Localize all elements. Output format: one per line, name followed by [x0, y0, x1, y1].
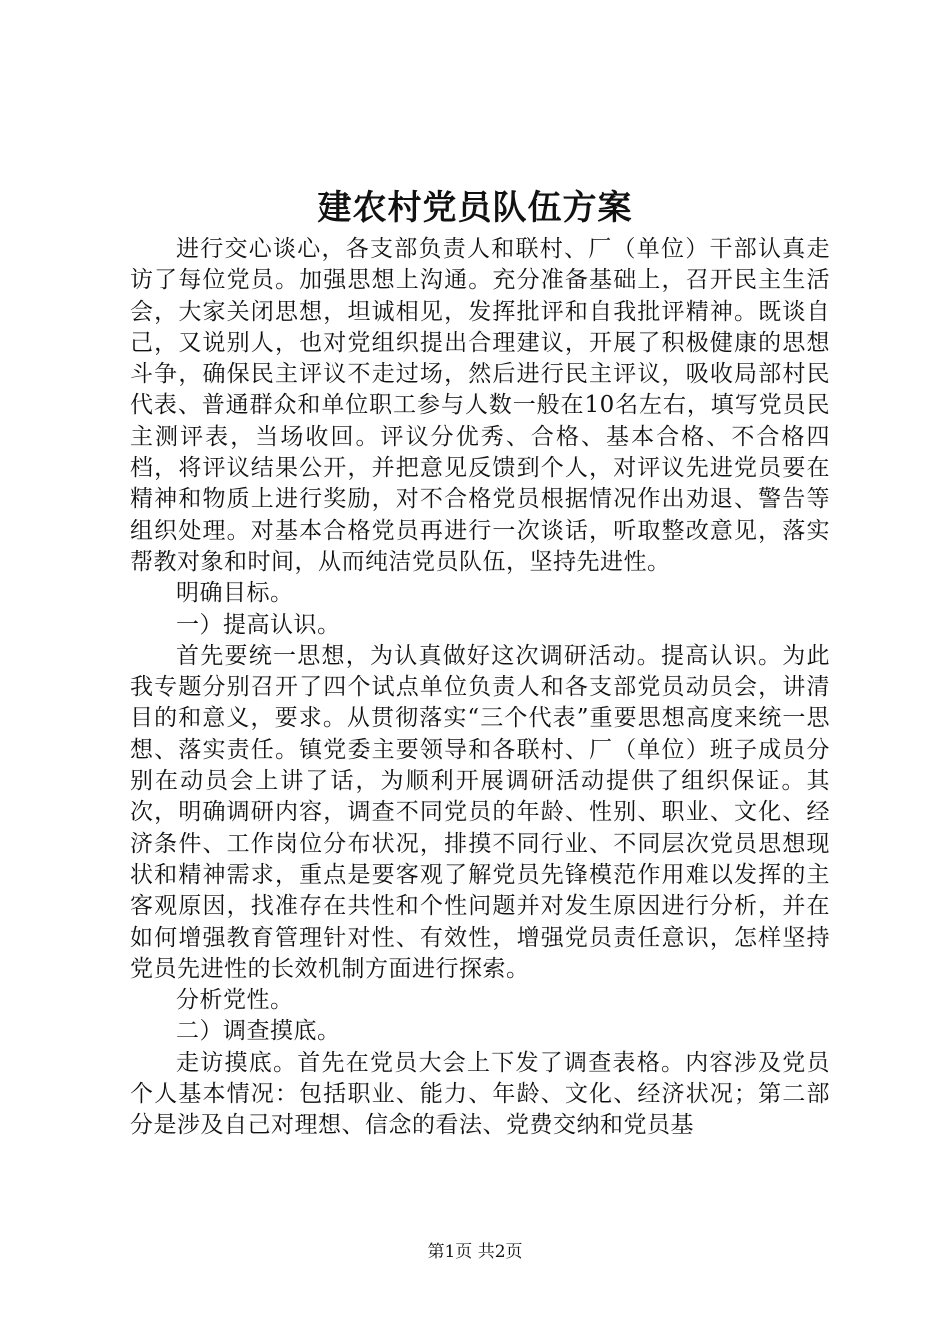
page-footer: 第1页 共2页: [427, 1242, 523, 1262]
paragraph: 二）调查摸底。: [176, 1018, 341, 1045]
paragraph: 首先要统一思想，为认真做好这次调研活动。提高认识。为此我专题分别召开了四个试点单位负责人和各支部党员动员会，讲清目的和意义，要求。从贯彻落实“三个代表”重要思想高度来统一思想、落实责任。镇党委主要领导和各联村、厂（单位）班子成员分别在动员会上讲了话，为顺利开展调研活动提供了组织保证。其次，明确调研内容，调查不同党员的年龄、性别、职业、文化、经济条件、工作岗位分布状况，排摸不同行业、不同层次党员思想现状和精神需求，重点是要客观了解党员先锋模范作用难以发挥的主客观原因，找准存在共性和个性问题并对发生原因进行分析，并在如何增强教育管理针对性、有效性，增强党员责任意识，怎样坚持党员先进性的长效机制方面进行探索。: [130, 642, 830, 982]
paragraph: 分析党性。: [176, 987, 294, 1014]
document-title: 建农村党员队伍方案: [317, 188, 633, 228]
paragraph: 进行交心谈心，各支部负责人和联村、厂（单位）干部认真走访了每位党员。加强思想上沟通。充分准备基础上，召开民主生活会，大家关闭思想，坦诚相见，发挥批评和自我批评精神。既谈自己，又说别人，也对党组织提出合理建议，开展了积极健康的思想斗争，确保民主评议不走过场，然后进行民主评议，吸收局部村民代表、普通群众和单位职工参与人数一般在10名左右，填写党员民主测评表，当场收回。评议分优秀、合格、基本合格、不合格四档，将评议结果公开，并把意见反馈到个人，对评议先进党员要在精神和物质上进行奖励，对不合格党员根据情况作出劝退、警告等组织处理。对基本合格党员再进行一次谈话，听取整改意见，落实帮教对象和时间，从而纯洁党员队伍，坚持先进性。: [130, 236, 830, 575]
paragraph: 明确目标。: [176, 580, 294, 607]
paragraph: 一）提高认识。: [176, 611, 341, 638]
paragraph: 走访摸底。首先在党员大会上下发了调查表格。内容涉及党员个人基本情况：包括职业、能力、年龄、文化、经济状况；第二部分是涉及自己对理想、信念的看法、党费交纳和党员基: [130, 1049, 830, 1139]
document-body: [130, 234, 830, 1142]
